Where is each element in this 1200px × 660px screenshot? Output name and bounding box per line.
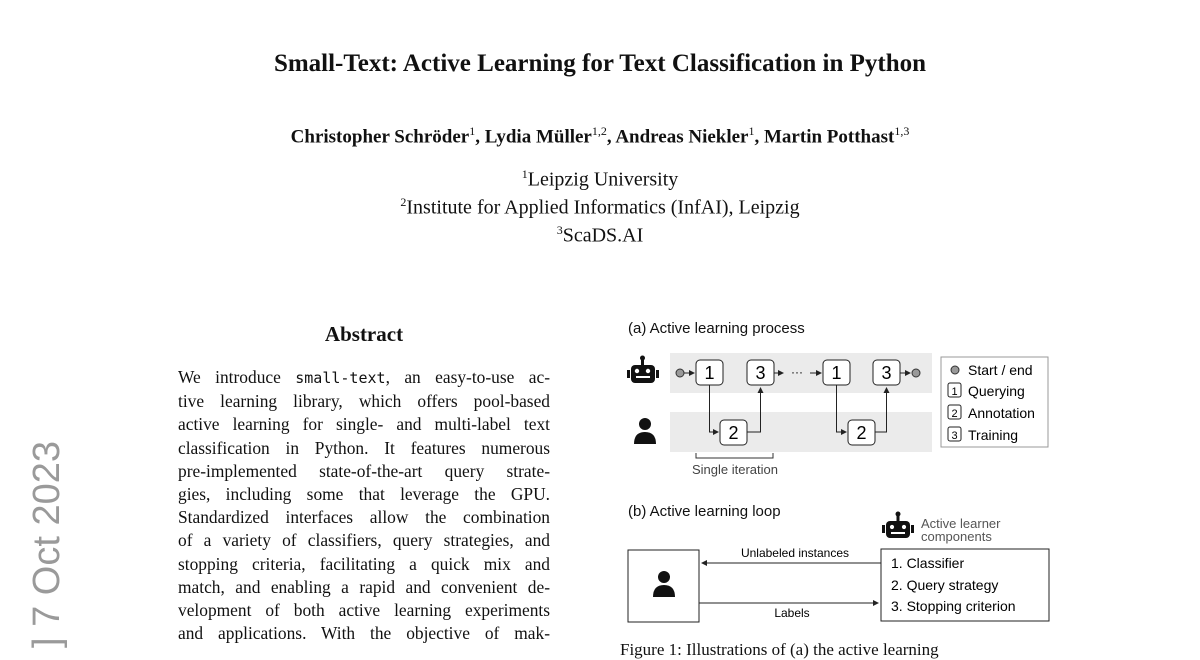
- abstract-text: tive learning library, which offers pool-based: [178, 391, 550, 412]
- step-label: 2: [728, 423, 739, 443]
- paper-title: Small-Text: Active Learning for Text Classification in Python: [273, 50, 927, 77]
- abstract-text: We introduce: [178, 367, 296, 387]
- components-title: components: [921, 529, 992, 544]
- legend-label: Querying: [968, 383, 1025, 399]
- step-label: 3: [755, 363, 766, 383]
- legend-label: Annotation: [968, 405, 1035, 421]
- iteration-bracket: [696, 453, 773, 458]
- ellipsis-label: ···: [791, 365, 803, 379]
- robot-icon: [627, 356, 659, 384]
- abstract-line: [178, 483, 550, 506]
- author-affiliation-mark: 1: [748, 124, 755, 138]
- author-name: Martin Potthast: [764, 126, 895, 148]
- abstract-text: of a variety of classifiers, query strategies, and: [178, 530, 550, 551]
- affiliation-number: 1: [521, 167, 528, 181]
- arxiv-stamp-text: ] 7 Oct 2023: [26, 440, 68, 648]
- abstract-text: match, and enabling a rapid and convenient de-: [178, 576, 550, 597]
- figure-caption: Figure 1: Illustrations of (a) the active learning: [620, 640, 939, 659]
- author-list: Christopher Schröder$^1$, Lydia Müller$^{1,2}$, Andreas Niekler$^1$, Martin Potthast$^{1,3}$: [290, 124, 910, 148]
- abstract-line: [178, 460, 550, 483]
- abstract-line: [178, 413, 550, 436]
- affiliation: [0, 195, 1200, 220]
- legend-mark: 1: [951, 386, 958, 398]
- abstract-body: [178, 366, 550, 645]
- abstract-line: [178, 622, 550, 645]
- affiliation-text: Institute for Applied Informatics (InfAI), Leipzig: [406, 196, 800, 219]
- arrow-label: Labels: [774, 606, 810, 620]
- start-node: [676, 369, 684, 377]
- person-icon: [634, 418, 656, 444]
- abstract-text: stopping criteria, facilitating a quick mix and: [178, 553, 550, 574]
- abstract-line: [178, 553, 550, 576]
- abstract-line: [178, 576, 550, 599]
- robot-icon: [882, 512, 914, 539]
- abstract-line: [178, 437, 550, 460]
- legend-label: Start / end: [968, 362, 1033, 378]
- author-name: Christopher Schröder: [290, 126, 470, 148]
- abstract-text: pre-implemented state-of-the-art query strate-: [178, 460, 550, 481]
- component-item: 2. Query strategy: [891, 577, 999, 593]
- figure-panel-b-label: (b) Active learning loop: [628, 503, 781, 520]
- figure-panel-a-label: (a) Active learning process: [628, 320, 805, 337]
- abstract-heading: Abstract: [324, 322, 404, 346]
- affiliation-text: Leipzig University: [527, 168, 679, 191]
- legend-mark: 2: [951, 408, 958, 420]
- author-affiliation-mark: 1,3: [894, 124, 910, 138]
- step-label: 1: [704, 363, 715, 383]
- step-label: 1: [831, 363, 842, 383]
- step-label: 3: [881, 363, 892, 383]
- end-node: [912, 369, 920, 377]
- author-name: Andreas Niekler: [615, 126, 749, 148]
- affiliation-text: ScaDS.AI: [562, 224, 644, 247]
- affiliation: [0, 167, 1200, 192]
- arrow-label: Unlabeled instances: [740, 546, 850, 560]
- affiliation: [0, 223, 1200, 248]
- author-affiliation-mark: 1,2: [591, 124, 607, 138]
- step-label: 2: [856, 423, 867, 443]
- abstract-line: [178, 506, 550, 529]
- legend-mark: 3: [951, 430, 958, 442]
- component-item: 1. Classifier: [891, 555, 965, 571]
- legend-label: Training: [968, 427, 1019, 443]
- affiliation-number: 3: [556, 223, 563, 237]
- component-item: 3. Stopping criterion: [891, 598, 1016, 614]
- abstract-text: and applications. With the objective of mak-: [178, 623, 550, 644]
- author-name: Lydia Müller: [484, 126, 592, 148]
- library-name: small-text: [295, 369, 386, 387]
- abstract-line: [178, 599, 550, 622]
- abstract-text: Standardized interfaces allow the combination: [178, 507, 550, 528]
- figure-legend: [941, 357, 1048, 447]
- affiliation-number: 2: [400, 195, 407, 209]
- arxiv-stamp: [25, 420, 85, 648]
- single-iteration-label: Single iteration: [692, 462, 778, 477]
- components-title: Active learner: [921, 516, 1001, 531]
- abstract-line: [178, 366, 550, 390]
- abstract-line: [178, 390, 550, 413]
- figure-1: [620, 340, 1060, 630]
- abstract-text: gies, including some that leverage the GPU.: [178, 484, 550, 505]
- author-affiliation-mark: 1: [469, 124, 476, 138]
- abstract-line: [178, 529, 550, 552]
- abstract-text: active learning for single- and multi-label text: [178, 414, 550, 435]
- abstract-text: velopment of both active learning experiments: [178, 600, 550, 621]
- abstract-text: , an easy-to-use ac-: [385, 367, 550, 387]
- abstract-text: classification in Python. It features numerous: [178, 437, 550, 458]
